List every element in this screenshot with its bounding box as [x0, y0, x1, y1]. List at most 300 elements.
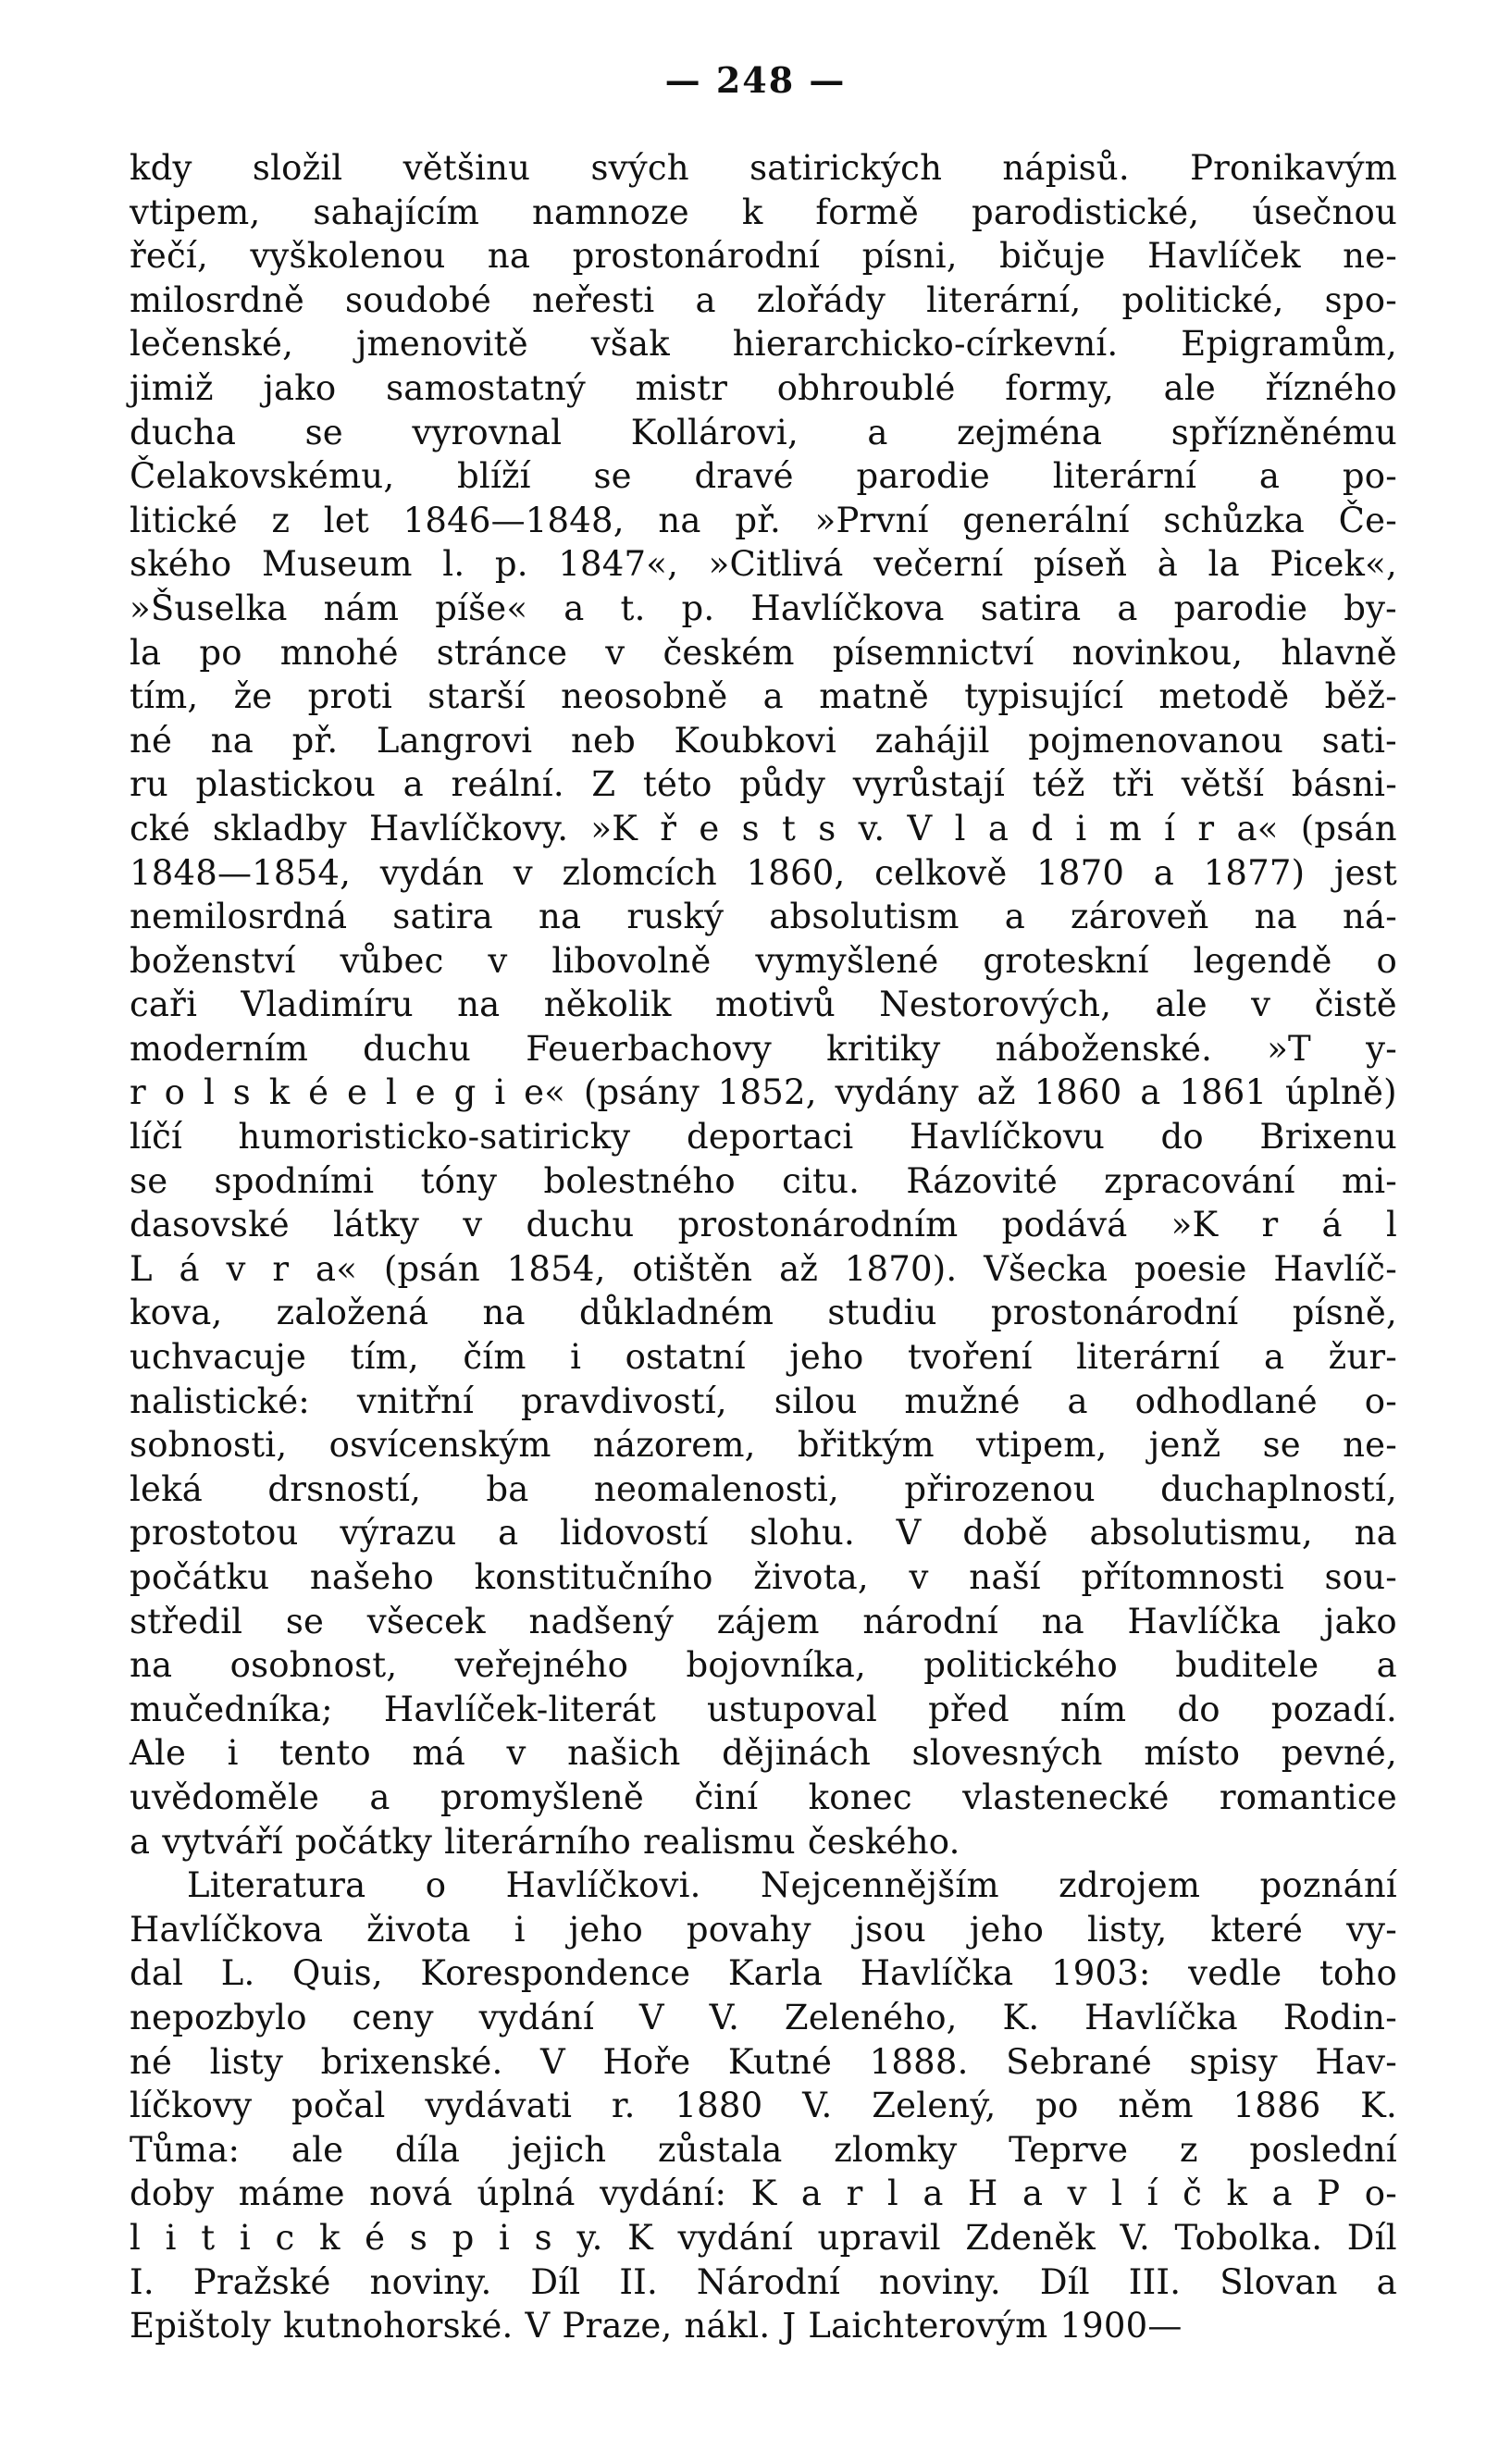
word: i — [1075, 808, 1087, 848]
word: K — [627, 2217, 653, 2258]
word: i — [239, 2217, 251, 2258]
word: Havlíčkova — [130, 1909, 324, 1950]
word: sou- — [1324, 1557, 1397, 1597]
word: písni, — [861, 236, 958, 277]
word: noviny. — [879, 2261, 1001, 2302]
word: V — [907, 808, 933, 848]
word: s — [818, 808, 836, 848]
word: 1848—1854, — [130, 852, 352, 893]
word: kritiky — [826, 1028, 941, 1069]
word: l — [954, 808, 966, 848]
word: osvícenským — [328, 1425, 551, 1466]
word: s — [409, 2217, 428, 2258]
word: tři — [1112, 764, 1155, 805]
word: Kutné — [727, 2041, 833, 2082]
word: né — [130, 2041, 173, 2082]
word: konstitučního — [474, 1557, 713, 1597]
word: jmenovitě — [355, 324, 528, 365]
word: Zelený, — [872, 2086, 997, 2126]
word: ského — [130, 544, 232, 585]
body-text — [130, 146, 1397, 2348]
word: slohu. — [749, 1513, 855, 1554]
word: V. — [1120, 2217, 1150, 2258]
word: V. — [709, 1997, 740, 2037]
word: r — [130, 1072, 146, 1113]
word: po — [1035, 2086, 1079, 2126]
word: zahájil — [874, 720, 990, 761]
word: mi- — [1341, 1160, 1397, 1201]
word: Díl — [1039, 2261, 1090, 2302]
word: úplně) — [1285, 1072, 1397, 1113]
word: mučedníka; — [130, 1689, 333, 1729]
word: s — [534, 2217, 552, 2258]
word: mužné — [904, 1381, 1021, 1421]
word: života — [366, 1909, 471, 1950]
word: ustupoval — [706, 1689, 878, 1729]
word: jenž — [1148, 1425, 1221, 1466]
word: duchu — [363, 1028, 472, 1069]
word: samostatný — [386, 367, 586, 408]
word: literární — [1052, 456, 1197, 497]
word: neb — [570, 720, 636, 761]
word: založená — [276, 1293, 429, 1333]
word: 1860 — [1034, 1072, 1122, 1113]
word: listy, — [1087, 1909, 1168, 1950]
word: L — [130, 1248, 153, 1289]
word: vyškolenou — [250, 236, 446, 277]
word: boženství — [130, 940, 296, 981]
word: II. — [619, 2261, 658, 2302]
word: a — [695, 279, 716, 320]
word: přítomnosti — [1081, 1557, 1284, 1597]
text-line — [130, 2040, 1397, 2085]
text-line — [130, 1511, 1397, 1555]
word: a — [1140, 1072, 1161, 1113]
word: látky — [332, 1205, 420, 1245]
word: hierarchicko-církevní. — [732, 324, 1119, 365]
word: r. — [611, 2086, 636, 2126]
word: proti — [307, 676, 393, 717]
text-line — [130, 411, 1397, 455]
word: 1854, — [506, 1248, 606, 1289]
word: a — [1263, 1337, 1285, 1378]
word: jeho — [568, 1909, 643, 1950]
word: naší — [969, 1557, 1041, 1597]
word: dravé — [694, 456, 794, 497]
word: l — [203, 1072, 215, 1113]
word: na — [1254, 897, 1297, 937]
word: Quis, — [292, 1953, 383, 1994]
text-line — [130, 1908, 1397, 1952]
word: libovolně — [551, 940, 712, 981]
word: o — [1376, 940, 1397, 981]
word: kdy — [130, 148, 192, 188]
word: i — [514, 1909, 526, 1950]
word: a — [564, 588, 585, 628]
word: K. — [1360, 2086, 1397, 2126]
word: neosobně — [561, 676, 728, 717]
word: duchaplností, — [1160, 1468, 1397, 1509]
word: č — [1183, 2173, 1203, 2214]
word: ru — [130, 764, 168, 805]
word: Zeleného, — [784, 1997, 958, 2037]
word: počátky — [294, 1821, 433, 1862]
word: spo- — [1324, 279, 1397, 320]
word: z — [1179, 2129, 1198, 2170]
word: 1860, — [746, 852, 846, 893]
word: máme — [238, 2173, 345, 2214]
word: veřejného — [454, 1645, 629, 1686]
word: 1886 — [1232, 2086, 1321, 2126]
word: satira — [980, 588, 1082, 628]
text-line — [130, 1335, 1397, 1380]
word: vnitřní — [356, 1381, 475, 1421]
word: a — [130, 1821, 151, 1862]
word: v — [1251, 984, 1271, 1025]
word: r — [272, 1248, 290, 1289]
word: humoristicko-satiricky — [238, 1117, 631, 1158]
word: jeho — [789, 1337, 864, 1378]
word: y- — [1366, 1028, 1397, 1069]
word: groteskní — [983, 940, 1149, 981]
word: po- — [1342, 456, 1397, 497]
word: III. — [1128, 2261, 1182, 2302]
word: zlomcích — [562, 852, 717, 893]
word: a — [987, 808, 1009, 848]
word: činí — [694, 1777, 759, 1817]
word: líčkovy — [130, 2086, 253, 2126]
word: kutnohorské. — [283, 2306, 514, 2346]
word: p — [452, 2217, 475, 2258]
word: parodistické, — [971, 192, 1200, 232]
word: Epigramům, — [1181, 324, 1397, 365]
word: toho — [1319, 1953, 1397, 1994]
word: před — [928, 1689, 1009, 1729]
text-line — [130, 1951, 1397, 1996]
word: čím — [463, 1337, 526, 1378]
word: též — [1032, 764, 1085, 805]
word: »K — [1170, 1205, 1219, 1245]
word: v — [226, 1248, 246, 1289]
word: namnoze — [532, 192, 689, 232]
word: Havlíčkovu — [909, 1117, 1106, 1158]
word: d — [1031, 808, 1054, 848]
word: motivů — [714, 984, 836, 1025]
word: zájem — [716, 1601, 820, 1641]
word: Havlíčkovi. — [505, 1865, 701, 1906]
word: na — [457, 984, 501, 1025]
word: drsností, — [267, 1468, 422, 1509]
word: litické — [130, 500, 238, 540]
word: t — [782, 808, 797, 848]
text-line — [130, 146, 1397, 191]
word: Havlíček-literát — [383, 1689, 656, 1729]
word: břitkým — [797, 1425, 935, 1466]
word: jeho — [969, 1909, 1045, 1950]
word: (psán — [383, 1248, 480, 1289]
word: 1847«, — [558, 544, 679, 585]
word: Sebrané — [1006, 2041, 1152, 2082]
word: po — [199, 632, 242, 673]
word: upravil — [817, 2217, 941, 2258]
text-line — [130, 2260, 1397, 2305]
word: Havlíčkova — [750, 588, 945, 628]
word: literárního — [444, 1821, 632, 1862]
word: literární — [1076, 1337, 1220, 1378]
word: nalistické: — [130, 1381, 310, 1421]
text-line — [130, 1380, 1397, 1424]
word: Díl — [530, 2261, 581, 2302]
word: v — [506, 1733, 526, 1774]
word: na — [130, 1645, 173, 1686]
word: př. — [735, 500, 781, 540]
word: Picek«, — [1269, 544, 1397, 585]
word: několik — [543, 984, 672, 1025]
word: podává — [1001, 1205, 1128, 1245]
text-line — [130, 2304, 1397, 2348]
word: našich — [567, 1733, 681, 1774]
word: Havlíčka — [1084, 1997, 1238, 2037]
word: skladby — [212, 808, 347, 848]
word: y. — [576, 2217, 603, 2258]
word: noviny. — [369, 2261, 492, 2302]
word: a — [403, 764, 424, 805]
word: Rodin- — [1282, 1997, 1397, 2037]
word: l — [385, 1072, 397, 1113]
word: ním — [1059, 1689, 1127, 1729]
word: V — [540, 2041, 565, 2082]
word: a — [800, 2173, 823, 2214]
word: r — [846, 2173, 863, 2214]
word: jejich — [511, 2129, 607, 2170]
word: a« — [316, 1248, 358, 1289]
word: é — [365, 2217, 386, 2258]
word: písemnictví — [832, 632, 1034, 673]
word: I. — [130, 2261, 155, 2302]
word: silou — [774, 1381, 858, 1421]
word: lidovostí — [560, 1513, 709, 1554]
word: poesie — [1133, 1248, 1247, 1289]
word: zpracování — [1104, 1160, 1295, 1201]
word: této — [642, 764, 712, 805]
word: satira — [392, 897, 493, 937]
word: vtipem, — [130, 192, 261, 232]
word: »K — [590, 808, 638, 848]
word: l — [1111, 2173, 1123, 2214]
word: promyšleně — [440, 1777, 645, 1817]
word: J — [782, 2306, 797, 2346]
word: v — [605, 632, 625, 673]
word: jest — [1333, 852, 1397, 893]
word: Kollárovi, — [630, 412, 799, 452]
word: K. — [1002, 1997, 1040, 2037]
word: však — [590, 324, 670, 365]
word: úplná — [477, 2173, 576, 2214]
word: Praze, — [562, 2306, 673, 2346]
word: k — [741, 192, 763, 232]
word: dějinách — [722, 1733, 872, 1774]
word: vtipem, — [976, 1425, 1108, 1466]
word: obhroublé — [776, 367, 956, 408]
word: náboženské. — [995, 1028, 1213, 1069]
word: L. — [220, 1953, 255, 1994]
word: se — [304, 412, 343, 452]
text-line — [130, 454, 1397, 499]
word: 1846—1848, — [403, 500, 625, 540]
word: kova, — [130, 1293, 223, 1333]
word: tvoření — [907, 1337, 1033, 1378]
word: e — [347, 1072, 368, 1113]
word: má — [412, 1733, 465, 1774]
text-line — [130, 366, 1397, 411]
word: řečí, — [130, 236, 208, 277]
word: é — [308, 1072, 329, 1113]
word: v — [463, 1205, 483, 1245]
word: Langrovi — [376, 720, 533, 761]
word: Tůma: — [130, 2129, 241, 2170]
word: se — [285, 1601, 325, 1641]
word: schůzka — [1163, 500, 1306, 540]
word: k — [268, 1072, 291, 1113]
word: 1880 — [675, 2086, 763, 2126]
word: Tobolka. — [1174, 2217, 1323, 2258]
word: nepozbylo — [130, 1997, 307, 2037]
word: Hav- — [1315, 2041, 1397, 2082]
word: stránce — [436, 632, 568, 673]
word: a — [762, 676, 784, 717]
word: formy, — [1005, 367, 1114, 408]
word: mnohé — [279, 632, 399, 673]
word: Havlíček — [1147, 236, 1301, 277]
word: »První — [814, 500, 929, 540]
word: 1861 — [1179, 1072, 1268, 1113]
word: na — [210, 720, 254, 761]
word: nám — [323, 588, 400, 628]
word: vůbec — [340, 940, 444, 981]
word: a — [867, 412, 888, 452]
word: na — [539, 897, 582, 937]
word: nová — [369, 2173, 453, 2214]
word: politického — [923, 1645, 1118, 1686]
word: v — [1067, 2173, 1087, 2214]
word: se — [593, 456, 632, 497]
word: tím, — [350, 1337, 419, 1378]
word: ostatní — [625, 1337, 746, 1378]
word: píše« — [435, 588, 528, 628]
word: p. — [494, 544, 528, 585]
word: spisy — [1189, 2041, 1278, 2082]
word: Nejcennějším — [761, 1865, 999, 1906]
word: ale — [1155, 984, 1208, 1025]
text-line — [130, 2172, 1397, 2216]
word: »Citlivá — [708, 544, 844, 585]
word: milosrdně — [130, 279, 304, 320]
word: dal — [130, 1953, 184, 1994]
word: názorem, — [592, 1425, 756, 1466]
word: Havlíčkovy. — [369, 808, 569, 848]
word: a — [369, 1777, 390, 1817]
word: do — [1160, 1117, 1204, 1158]
word: vydání: — [600, 2173, 727, 2214]
word: zejména — [957, 412, 1103, 452]
word: pravdivostí, — [520, 1381, 727, 1421]
word: reální. — [451, 764, 564, 805]
word: na — [487, 236, 531, 277]
word: pojmenovanou — [1028, 720, 1284, 761]
word: něm — [1118, 2086, 1194, 2126]
word: ne- — [1343, 236, 1397, 277]
word: i — [570, 1337, 582, 1378]
word: vydán — [379, 852, 485, 893]
text-line — [130, 762, 1397, 807]
word: nemilosrdná — [130, 897, 348, 937]
word: ceny — [352, 1997, 434, 2037]
word: m — [1108, 808, 1142, 848]
word: a — [1376, 1645, 1397, 1686]
text-line — [130, 719, 1397, 763]
word: Hoře — [602, 2041, 691, 2082]
word: v — [513, 852, 533, 893]
word: Korespondence — [420, 1953, 691, 1994]
word: a — [498, 1513, 519, 1554]
text-line — [130, 851, 1397, 896]
word: mistr — [635, 367, 728, 408]
word: počal — [291, 2086, 386, 2126]
word: i — [494, 1072, 506, 1113]
word: 1888. — [869, 2041, 969, 2082]
text-line — [130, 1467, 1397, 1512]
word: prostonárodní — [572, 236, 821, 277]
word: výrazu — [340, 1513, 457, 1554]
word: k — [1226, 2173, 1248, 2214]
word: Feuerbachovy — [526, 1028, 772, 1069]
word: let — [323, 500, 369, 540]
word: půdy — [739, 764, 826, 805]
word: našeho — [309, 1557, 434, 1597]
word: 1903: — [1050, 1953, 1151, 1994]
word: vydávati — [425, 2086, 573, 2126]
word: Zdeněk — [965, 2217, 1096, 2258]
word: spodními — [214, 1160, 375, 1201]
word: a — [1004, 897, 1025, 937]
word: bolestného — [543, 1160, 736, 1201]
text-line — [130, 191, 1397, 235]
word: t. — [620, 588, 646, 628]
word: Z — [591, 764, 616, 805]
word: g — [453, 1072, 477, 1113]
word: tím, — [130, 676, 199, 717]
word: c — [275, 2217, 295, 2258]
word: leká — [130, 1468, 204, 1509]
word: í — [1146, 2173, 1158, 2214]
word: v — [909, 1557, 929, 1597]
word: á — [179, 1248, 200, 1289]
word: t — [201, 2217, 216, 2258]
word: spřízněnému — [1170, 412, 1397, 452]
word: Laichterovým — [808, 2306, 1048, 2346]
word: přirozenou — [904, 1468, 1096, 1509]
word: čistě — [1314, 984, 1397, 1025]
word: Teprve — [1009, 2129, 1129, 2170]
word: sati- — [1321, 720, 1397, 761]
word: Vladimíru — [241, 984, 414, 1025]
word: 1870). — [844, 1248, 958, 1289]
text-line — [130, 1996, 1397, 2040]
word: konec — [808, 1777, 912, 1817]
word: př. — [291, 720, 339, 761]
word: Koubkovi — [674, 720, 837, 761]
word: ř — [660, 808, 677, 848]
